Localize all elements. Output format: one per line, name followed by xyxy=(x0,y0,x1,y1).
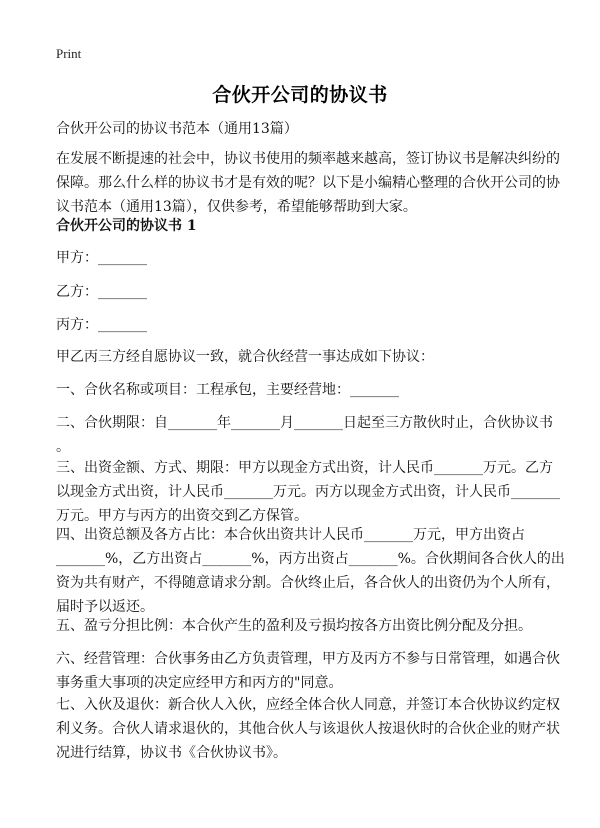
clause-4 xyxy=(56,523,565,619)
clause-line: 况进行结算，协议书《合伙协议书》。 xyxy=(56,745,287,761)
print-link[interactable]: Print xyxy=(56,46,82,61)
clause-line: 利义务。合伙人请求退伙的，其他合伙人与该退伙人按退伙时的合伙企业的财产状 xyxy=(56,721,560,737)
clause-line: 七、入伙及退伙：新合伙人入伙，应经全体合伙人同意，并签订本合伙协议约定权 xyxy=(56,697,560,713)
clause-line: 届时予以返还。 xyxy=(56,599,154,615)
clause-line: 六、经营管理：合伙事务由乙方负责管理，甲方及丙方不参与日常管理，如遇合伙 xyxy=(56,651,560,667)
party-b-line: 乙方：_______ xyxy=(56,284,147,300)
clause-2 xyxy=(56,411,552,459)
clause-line: 二、合伙期限：自_______年_______月_______日起至三方散伙时止，合伙协议书 xyxy=(56,415,553,431)
clause-line: 万元。甲方与丙方的出资交到乙方保管。 xyxy=(56,508,308,524)
clause-line: 。 xyxy=(56,439,70,455)
section-heading: 合伙开公司的协议书 1 xyxy=(56,218,197,234)
clause-line: 资为共有财产，不得随意请求分割。合伙终止后，各合伙人的出资仍为个人所有， xyxy=(56,575,560,591)
clause-line: _______%，乙方出资占_______%，丙方出资占_______%。合伙期间各合伙人的出 xyxy=(56,551,565,567)
intro-line: 议书范本（通用13篇），仅供参考，希望能够帮助到大家。 xyxy=(56,199,417,215)
clause-6 xyxy=(56,647,560,695)
intro-line: 保障。那么什么样的协议书才是有效的呢？以下是小编精心整理的合伙开公司的协 xyxy=(56,175,560,191)
clause-line: 以现金方式出资，计人民币_______万元。丙方以现金方式出资，计人民币_______ xyxy=(56,484,560,500)
party-c-line: 丙方：_______ xyxy=(56,317,147,333)
document-subtitle: 合伙开公司的协议书范本（通用13篇） xyxy=(56,121,298,137)
clause-1: 一、合伙名称或项目：工程承包，主要经营地：_______ xyxy=(56,382,399,398)
clause-5: 五、盈亏分担比例：本合伙产生的盈利及亏损均按各方出资比例分配及分担。 xyxy=(56,618,532,634)
clause-line: 三、出资金额、方式、期限：甲方以现金方式出资，计人民币_______万元。乙方 xyxy=(56,460,553,476)
page-title: 合伙开公司的协议书 xyxy=(212,84,388,106)
party-a-line: 甲方：_______ xyxy=(56,250,147,266)
intro-paragraph xyxy=(56,147,560,219)
clause-line: 四、出资总额及各方占比：本合伙出资共计人民币_______万元，甲方出资占 xyxy=(56,527,525,543)
clause-7 xyxy=(56,693,560,765)
clause-line: 事务重大事项的决定应经甲方和丙方的"同意。 xyxy=(56,675,343,691)
preamble-paragraph: 甲乙丙三方经自愿协议一致，就合伙经营一事达成如下协议： xyxy=(56,349,434,365)
intro-line: 在发展不断提速的社会中，协议书使用的频率越来越高，签订协议书是解决纠纷的 xyxy=(56,151,560,167)
clause-3 xyxy=(56,456,560,528)
